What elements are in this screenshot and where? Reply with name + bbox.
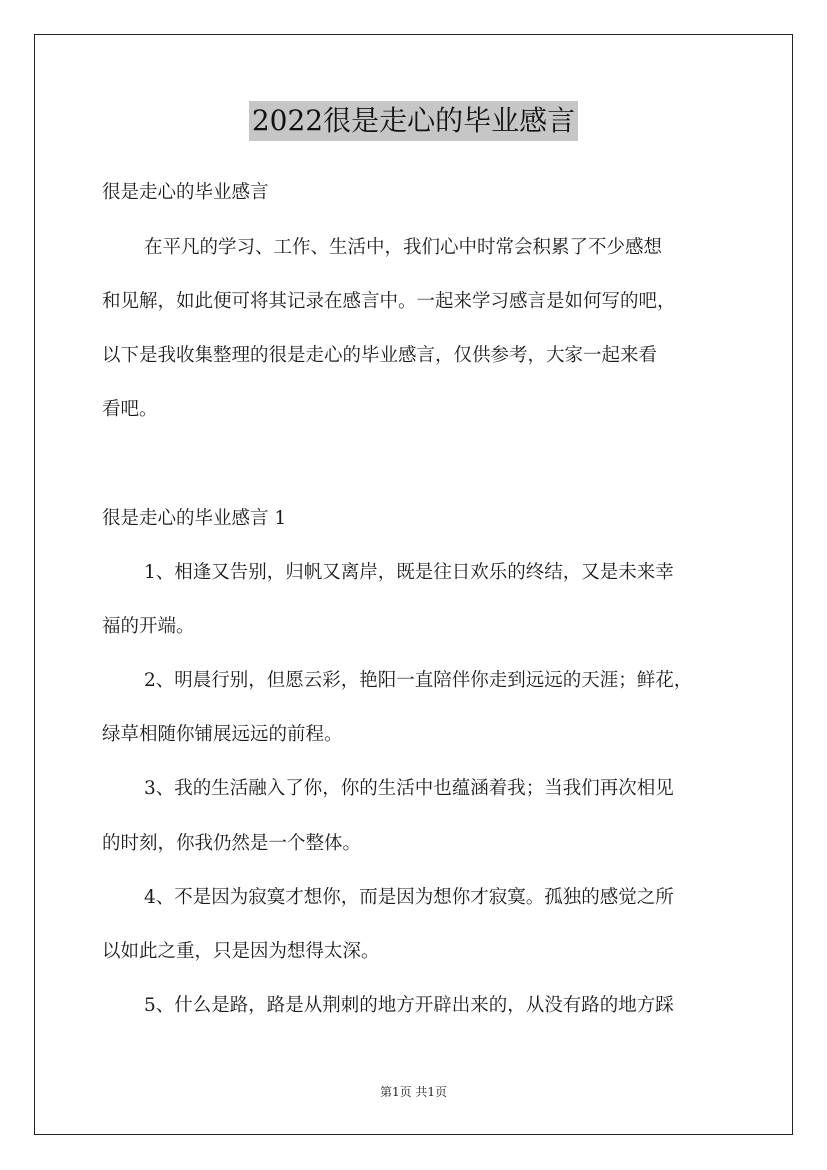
section-heading: 很是走心的毕业感言 1 — [102, 508, 287, 529]
paragraph-line: 1、相逢又告别，归帆又离岸，既是往日欢乐的终结，又是未来幸 — [144, 562, 674, 583]
paragraph-line: 4、不是因为寂寞才想你，而是因为想你才寂寞。孤独的感觉之所 — [144, 887, 674, 908]
section-heading: 很是走心的毕业感言 — [102, 182, 269, 203]
paragraph-line: 5、什么是路，路是从荆刺的地方开辟出来的，从没有路的地方踩 — [144, 995, 674, 1016]
paragraph-line: 福的开端。 — [102, 616, 195, 637]
paragraph-line: 看吧。 — [102, 399, 158, 420]
document-title: 2022很是走心的毕业感言 — [249, 101, 578, 141]
paragraph-line: 2、明晨行别，但愿云彩，艳阳一直陪伴你走到远远的天涯；鲜花， — [144, 670, 693, 691]
paragraph-line: 和见解，如此便可将其记录在感言中。一起来学习感言是如何写的吧， — [102, 291, 676, 312]
paragraph-line: 绿草相随你铺展远远的前程。 — [102, 724, 343, 745]
paragraph-line: 在平凡的学习、工作、生活中，我们心中时常会积累了不少感想 — [144, 237, 663, 258]
paragraph-line: 以下是我收集整理的很是走心的毕业感言，仅供参考，大家一起来看 — [102, 345, 658, 366]
page-footer: 第1页 共1页 — [379, 1085, 448, 1099]
paragraph-line: 以如此之重，只是因为想得太深。 — [102, 941, 380, 962]
paragraph-line: 3、我的生活融入了你，你的生活中也蕴涵着我；当我们再次相见 — [144, 778, 674, 799]
paragraph-line: 的时刻，你我仍然是一个整体。 — [102, 833, 362, 854]
title-wrap — [0, 101, 827, 141]
